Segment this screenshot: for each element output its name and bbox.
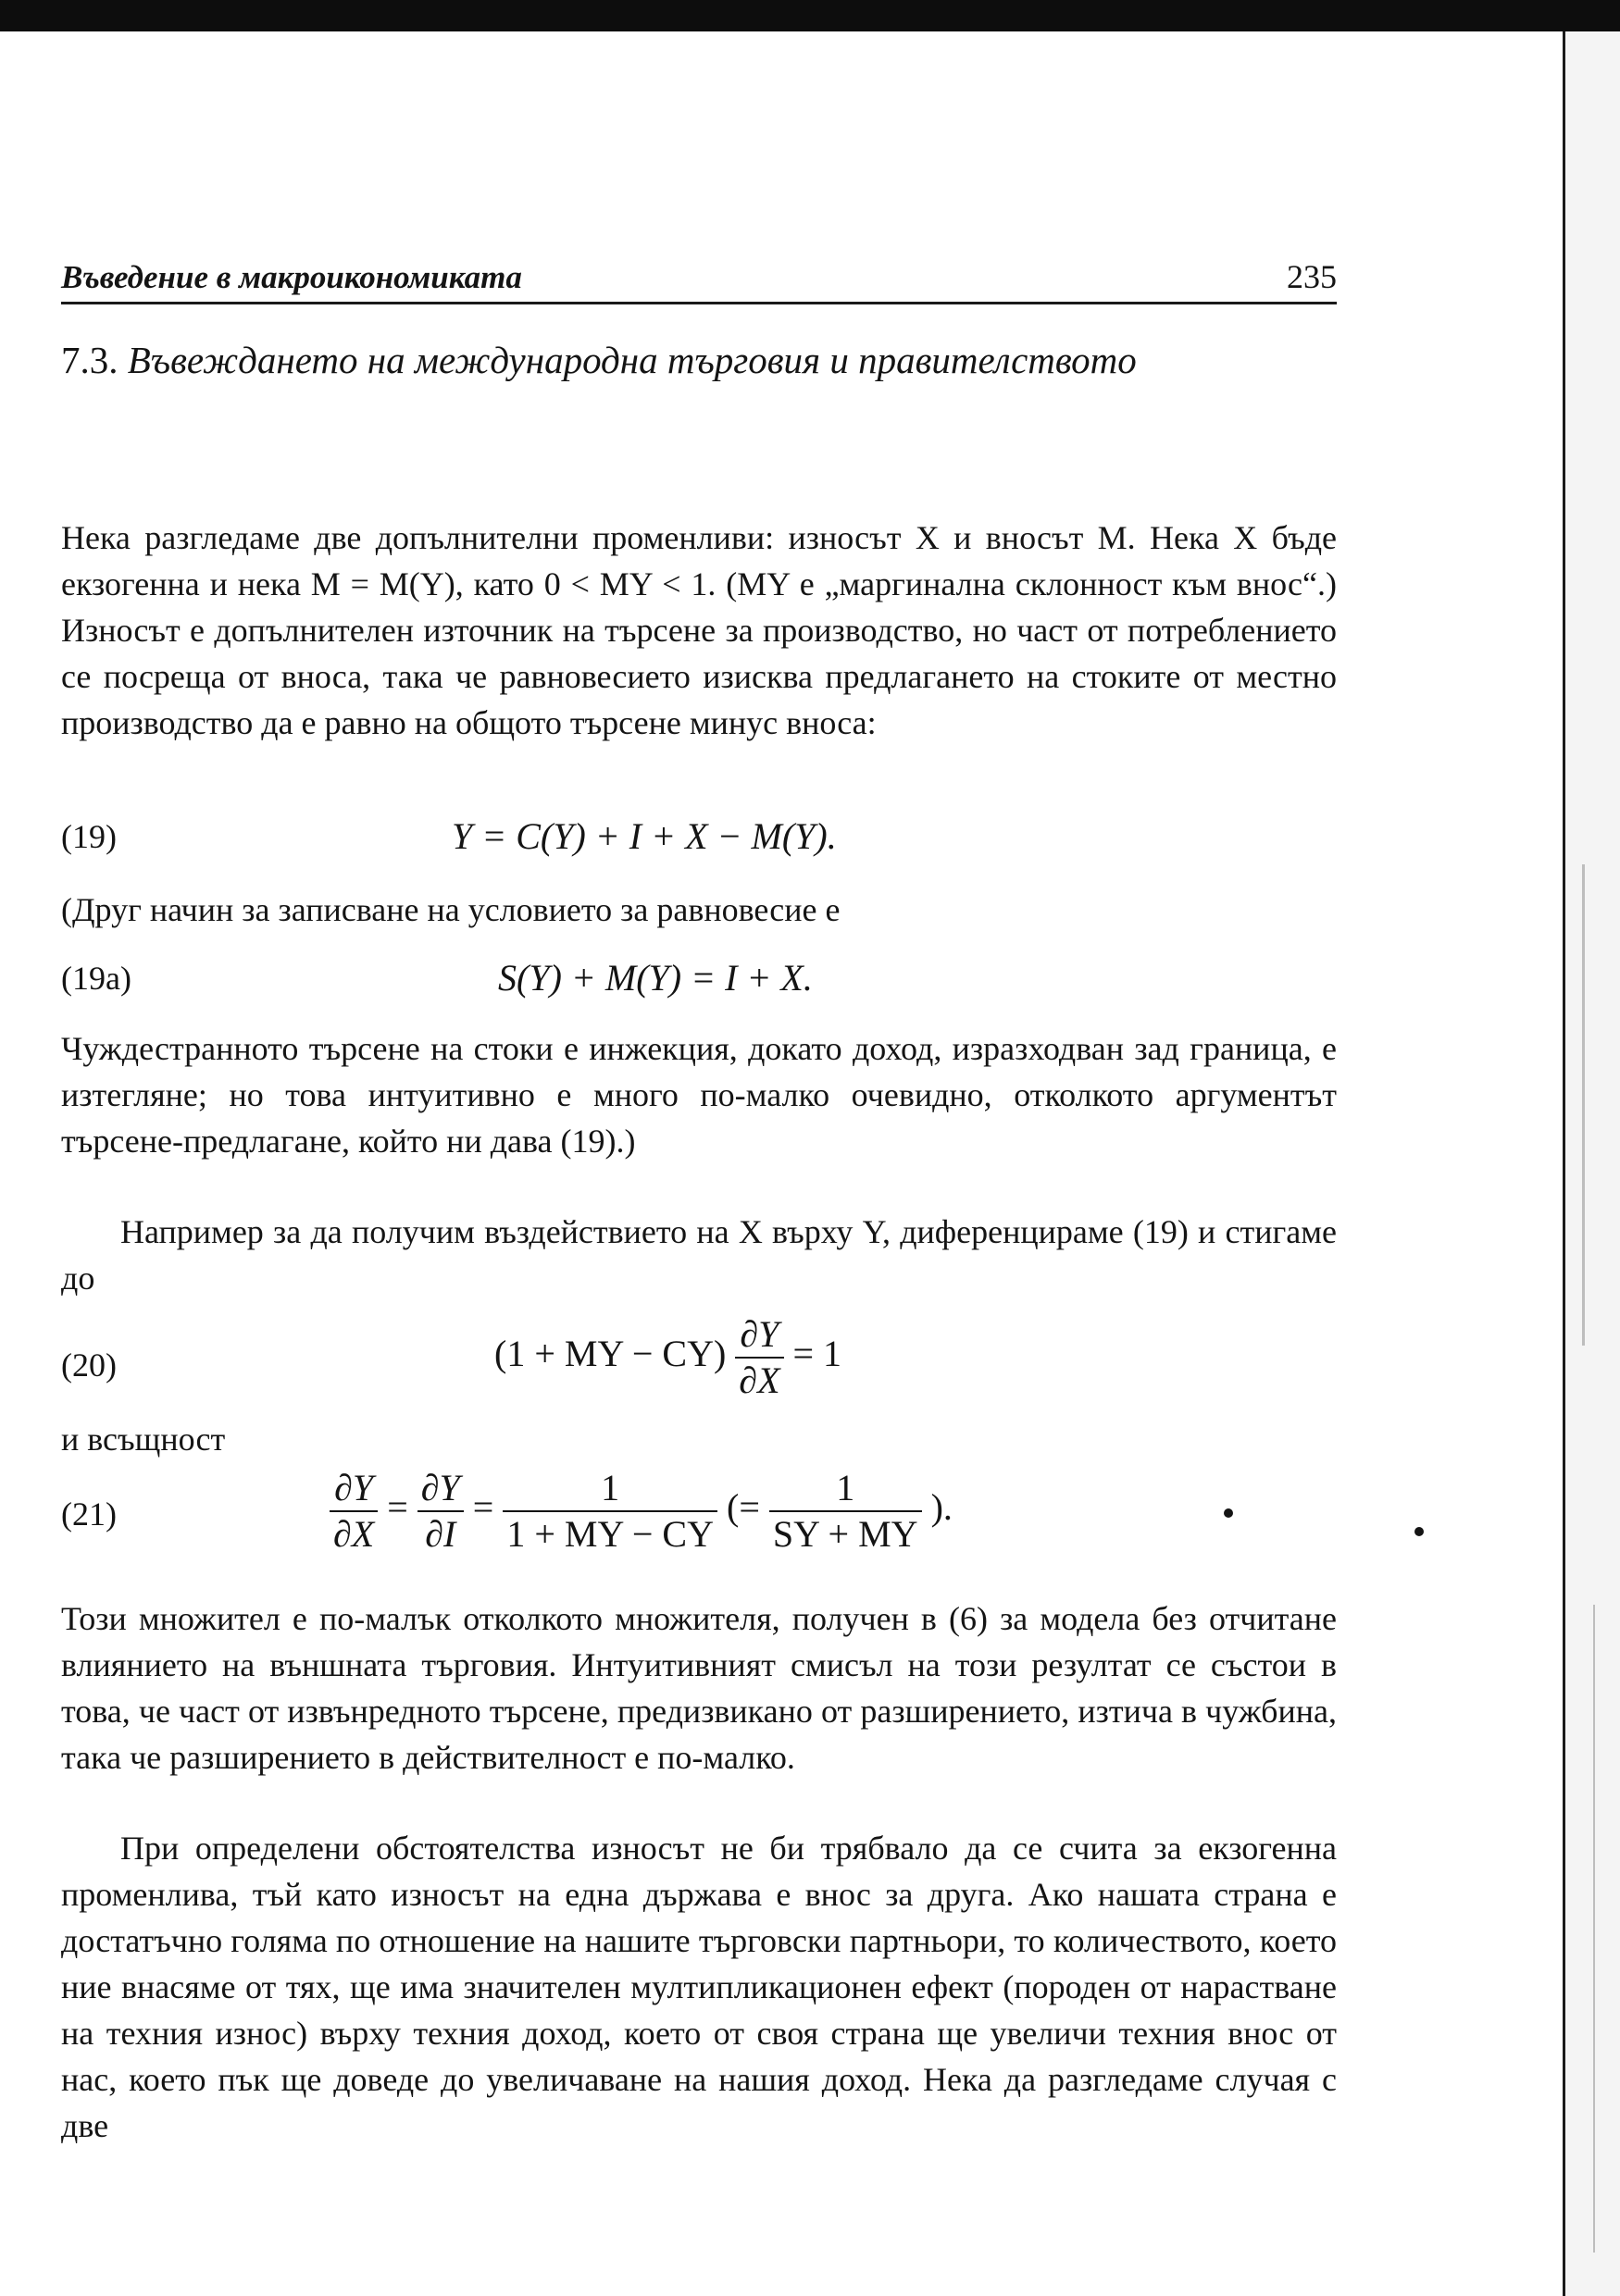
fraction-denominator: 1 + MY − CY [506,1513,714,1555]
fraction-numerator: 1 [503,1466,717,1512]
scan-top-border [0,0,1620,31]
page-header [61,252,1337,304]
stray-dot [1224,1508,1233,1518]
running-head: Въведение в макроикономиката [61,259,522,295]
fraction-dY-dX [330,1466,378,1557]
equation-19: Y = C(Y) + I + X − M(Y). [452,815,837,857]
paragraph-differentiate: Например за да получим въздействието на X върху Y, диференцираме (19) и стигаме до [61,1213,1337,1297]
section-heading [61,335,1337,385]
equation-19a: S(Y) + M(Y) = I + X. [498,957,813,999]
equation-20-lhs: (1 + MY − CY) [494,1333,727,1375]
fraction-dY-dI [417,1466,464,1557]
fraction-dY-dX [735,1312,783,1403]
paragraph-in-fact: и всъщност [61,1421,226,1458]
equation-label-19a: (19a) [61,960,131,997]
stray-dot [1414,1527,1424,1536]
fraction-numerator: ∂Y [417,1466,464,1512]
equation-label-19: (19) [61,818,117,855]
edge-shadow [1593,1605,1595,2253]
fraction-multiplier [503,1466,717,1557]
equation-20-rhs: = 1 [792,1333,842,1375]
fraction-numerator: 1 [769,1466,922,1512]
equation-20 [494,1312,841,1403]
paragraph-multiplier: Този множител е по-малък отколкото множителя, получен в (6) за модела без отчитане влиянието на външната търговия. Интуитивният смисъл на този резултат се състои в това, че част от извънредното търсене, предизвикано от разширението, изтича в чужбина, така че разширението в действителност е по-малко. [61,1600,1337,1776]
paragraph-alt-form: (Друг начин за записване на условието за равновесие е [61,891,841,928]
fraction-denominator: ∂X [739,1359,780,1401]
edge-shadow [1582,864,1585,1346]
paragraph-export-exogeneity: При определени обстоятелства износът не би трябвало да се счита за екзогенна променлива, тъй като износът на една държава е внос за друга. Ако нашата страна е достатъчно голяма по отношение на нашите търговски партньори, то количеството, което ние внасяме от тях, ще има значителен мултипликационен ефект (породен от нарастване на техния износ) върху техния доход, което от своя страна ще увеличи техния внос от нас, което пък ще доведе до увеличаване на нашия доход. Нека да разгледаме случая с две [61,1830,1337,2144]
page-number: 235 [1287,258,1337,295]
fraction-alt-multiplier [769,1466,922,1557]
section-title: Въвеждането на международна търговия и правителството [127,339,1137,381]
equation-label-21: (21) [61,1496,117,1533]
scan-right-edge [1563,31,1620,2296]
paragraph-intro: Нека разгледаме две допълнителни променливи: износът X и вносът M. Нека X бъде екзогенна и нека M = M(Y), като 0 < MY < 1. (MY е „маргинална склонност към внос“.) Износът е допълнителен източник на търсене за производство, но част от потреблението се посреща от вноса, така че равновесието изисква предлагането на стоките от местно производство да е равно на общото търсене минус вноса: [61,519,1337,741]
fraction-denominator: ∂X [333,1513,375,1555]
paragraph-injection: Чуждестранното търсене на стоки е инжекция, докато доход, изразходван зад граница, е изтегляне; но това интуитивно е много по-малко очевидно, отколкото аргументът търсене-предлагане, който ни дава (19).) [61,1030,1337,1160]
section-number: 7.3. [61,339,118,381]
fraction-denominator: ∂I [425,1513,456,1555]
fraction-numerator: ∂Y [735,1312,783,1359]
fraction-denominator: SY + MY [772,1513,918,1555]
equation-label-20: (20) [61,1347,117,1384]
fraction-numerator: ∂Y [330,1466,378,1512]
equation-21: $\frac{\partial Y}{\partial X}$ = $\frac{\partial Y}{\partial I}$ = $\frac{1}{1 + MY - CY}$ (= $\frac{1}{SY + MY}$ ). [330,1466,953,1557]
